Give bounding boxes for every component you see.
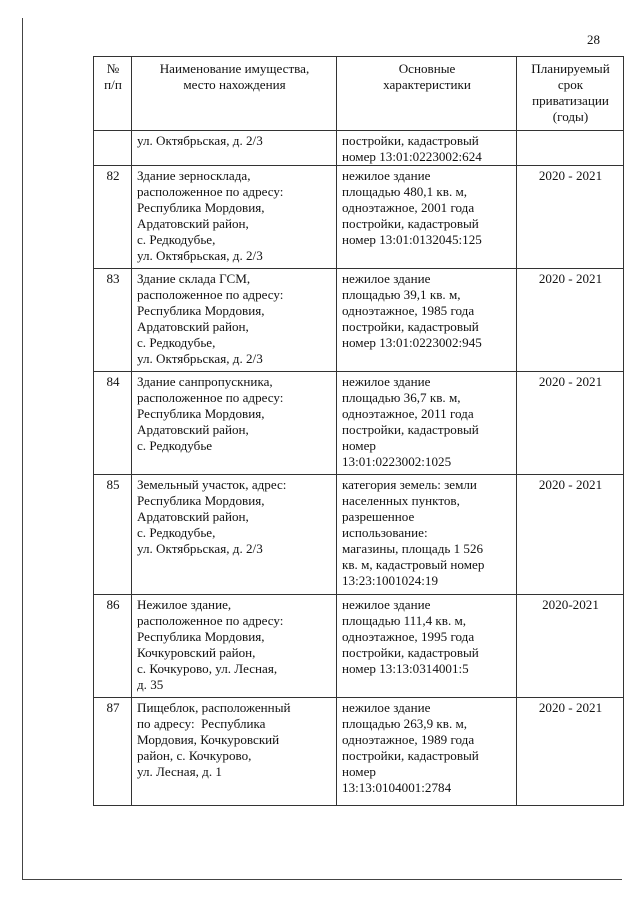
property-name-line: Республика Мордовия, [137,303,265,318]
row-number-cell [94,475,132,595]
characteristics-line: постройки, кадастровый [342,645,479,660]
characteristics-line: площадью 39,1 кв. м, [342,287,461,302]
characteristics-line: нежилое здание [342,374,431,389]
row-number-cell [94,698,132,806]
characteristics-cell [337,595,517,698]
row-number-cell [94,166,132,269]
header-number: № п/п [94,57,132,131]
row-number-cell [94,269,132,372]
property-name-cell [132,475,337,595]
planned-term-cell [517,269,624,372]
planned-term: 2020-2021 [542,597,599,612]
planned-term-cell [517,698,624,806]
header-property-name: Наименование имущества, место нахождения [132,57,337,131]
row-number: 86 [106,597,120,612]
page-bottom-edge [22,879,622,880]
characteristics-line: населенных пунктов, [342,493,460,508]
property-name-cell [132,166,337,269]
characteristics-line: использование: [342,525,428,540]
characteristics-line: нежилое здание [342,700,431,715]
table-row [94,595,624,698]
characteristics-line: 13:01:0223002:1025 [342,454,452,469]
property-name-line: Республика Мордовия, [137,200,265,215]
characteristics-cell [337,475,517,595]
characteristics-cell [337,269,517,372]
property-name-cell [132,131,337,166]
header-characteristics: Основные характеристики [337,57,517,131]
property-name-line: Здание зерносклада, [137,168,251,183]
property-name-cell [132,269,337,372]
planned-term-cell [517,166,624,269]
characteristics-line: разрешенное [342,509,415,524]
planned-term-cell [517,595,624,698]
property-name-line: ул. Октябрьская, д. 2/3 [137,541,263,556]
property-name-line: с. Редкодубье, [137,525,216,540]
characteristics-line: нежилое здание [342,168,431,183]
row-number: 83 [106,271,120,286]
characteristics-line: номер [342,764,376,779]
property-name-line: Нежилое здание, [137,597,232,612]
property-name-line: ул. Октябрьская, д. 2/3 [137,133,263,148]
row-number: 82 [106,168,120,183]
table-row [94,269,624,372]
characteristics-line: номер 13:13:0314001:5 [342,661,469,676]
characteristics-line: номер 13:01:0223002:624 [342,149,482,164]
property-name-line: ул. Октябрьская, д. 2/3 [137,248,263,263]
characteristics-line: одноэтажное, 1989 года [342,732,475,747]
property-name-line: Республика Мордовия, [137,493,265,508]
characteristics-cell [337,131,517,166]
characteristics-line: магазины, площадь 1 526 [342,541,484,556]
property-name-line: ул. Октябрьская, д. 2/3 [137,351,263,366]
characteristics-line: постройки, кадастровый [342,133,479,148]
characteristics-line: 13:23:1001024:19 [342,573,439,588]
table-header-row [94,57,624,131]
table-row [94,475,624,595]
page-left-edge [22,18,23,880]
property-name-cell [132,595,337,698]
row-number: 85 [106,477,120,492]
planned-term: 2020 - 2021 [538,168,603,183]
characteristics-line: категория земель: земли [342,477,477,492]
characteristics-line: номер [342,438,376,453]
privatization-table [93,56,624,806]
property-name-cell [132,698,337,806]
characteristics-line: площадью 263,9 кв. м, [342,716,468,731]
property-name-line: Ардатовский район, [137,509,249,524]
characteristics-cell [337,166,517,269]
property-name-line: Здание санпропускника, [137,374,273,389]
characteristics-line: постройки, кадастровый [342,748,479,763]
property-name-line: Республика Мордовия, [137,629,265,644]
property-name-line: Здание склада ГСМ, [137,271,251,286]
table-body [94,131,624,806]
row-number: 84 [106,374,120,389]
planned-term-cell [517,475,624,595]
planned-term: 2020 - 2021 [538,271,603,286]
row-number-cell [94,131,132,166]
table-row [94,698,624,806]
table-row [94,372,624,475]
row-number-cell [94,595,132,698]
property-name-line: по адресу: Республика [137,716,266,731]
characteristics-line: постройки, кадастровый [342,216,479,231]
row-number-cell [94,372,132,475]
characteristics-cell [337,698,517,806]
header-planned-term: Планируемый срок приватизации (годы) [517,57,624,131]
property-name-line: расположенное по адресу: [137,184,284,199]
characteristics-line: площадью 36,7 кв. м, [342,390,461,405]
property-name-line: Республика Мордовия, [137,406,265,421]
characteristics-line: нежилое здание [342,597,431,612]
row-number: 87 [106,700,120,715]
property-name-line: Пищеблок, расположенный [137,700,291,715]
characteristics-line: нежилое здание [342,271,431,286]
property-name-line: расположенное по адресу: [137,613,284,628]
characteristics-line: одноэтажное, 2001 года [342,200,475,215]
planned-term: 2020 - 2021 [538,477,603,492]
property-name-line: расположенное по адресу: [137,390,284,405]
characteristics-line: площадью 111,4 кв. м, [342,613,467,628]
planned-term: 2020 - 2021 [538,374,603,389]
characteristics-line: площадью 480,1 кв. м, [342,184,468,199]
property-name-line: Ардатовский район, [137,319,249,334]
characteristics-cell [337,372,517,475]
property-name-line: ул. Лесная, д. 1 [137,764,222,779]
property-name-line: с. Редкодубье, [137,335,216,350]
property-name-line: с. Кочкурово, ул. Лесная, [137,661,278,676]
property-name-line: Земельный участок, адрес: [137,477,287,492]
planned-term: 2020 - 2021 [538,700,603,715]
property-name-line: Ардатовский район, [137,216,249,231]
characteristics-line: кв. м, кадастровый номер [342,557,485,572]
table-row [94,131,624,166]
property-name-line: с. Редкодубье [137,438,213,453]
characteristics-line: 13:13:0104001:2784 [342,780,452,795]
property-name-line: Ардатовский район, [137,422,249,437]
characteristics-line: номер 13:01:0132045:125 [342,232,482,247]
property-name-line: район, с. Кочкурово, [137,748,252,763]
table-row [94,166,624,269]
property-name-cell [132,372,337,475]
planned-term-cell [517,372,624,475]
property-name-line: с. Редкодубье, [137,232,216,247]
property-name-line: д. 35 [137,677,164,692]
property-name-line: расположенное по адресу: [137,287,284,302]
planned-term-cell [517,131,624,166]
characteristics-line: постройки, кадастровый [342,422,479,437]
characteristics-line: постройки, кадастровый [342,319,479,334]
property-name-line: Мордовия, Кочкуровский [137,732,280,747]
property-name-line: Кочкуровский район, [137,645,256,660]
characteristics-line: одноэтажное, 1995 года [342,629,475,644]
characteristics-line: номер 13:01:0223002:945 [342,335,482,350]
page-number: 28 [587,32,600,47]
characteristics-line: одноэтажное, 2011 года [342,406,474,421]
characteristics-line: одноэтажное, 1985 года [342,303,475,318]
